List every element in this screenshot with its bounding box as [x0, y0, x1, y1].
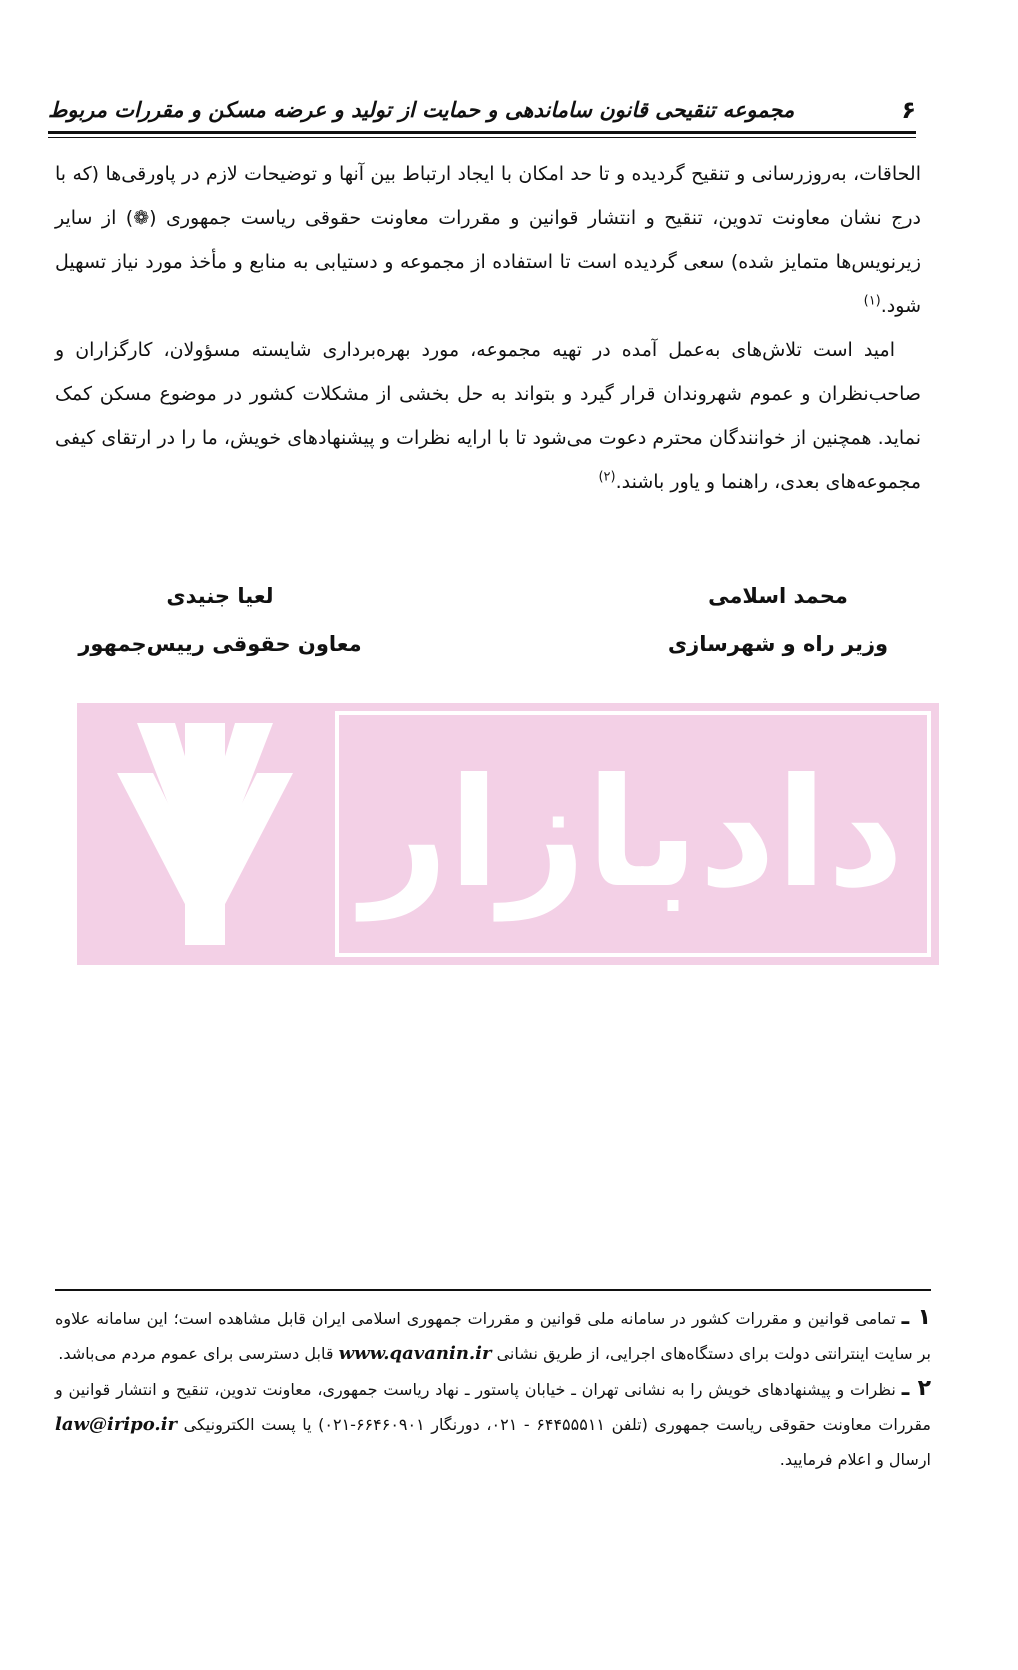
signatory-name: محمد اسلامی: [708, 584, 848, 608]
page-number: ۶: [901, 96, 916, 124]
footnotes: [55, 1300, 931, 1477]
watermark: [77, 703, 939, 965]
header-rule-thin: [48, 137, 916, 138]
signatory-name: لعیا جنیدی: [166, 584, 274, 608]
footnote-reference: (۱): [863, 293, 881, 309]
website-link[interactable]: www.qavanin.ir: [338, 1343, 492, 1364]
watermark-logo-icon: [77, 703, 330, 965]
footnote-number: ۲ ـ: [901, 1376, 932, 1401]
watermark-logo-icon: [77, 703, 330, 965]
footnote-reference: (۲): [598, 469, 616, 485]
footnote-1: [55, 1300, 931, 1371]
watermark-panel-inner: [339, 715, 927, 953]
paragraph-text: امید است تلاش‌های به‌عمل آمده در تهیه مجموعه، مورد بهره‌برداری شایسته مسؤولان، کارگزاران و صاحب‌نظران و عموم شهروندان قرار گیرد و بتواند به حل بخشی از مشکلات کشور در موضوع مسکن کمک نماید. همچنین از خوانندگان محترم دعوت می‌شود تا با ارایه نظرات و پیشنهادهای خویش، ما را در ارتقای کیفی مجموعه‌های بعدی، راهنما و یاور باشند.: [55, 339, 921, 493]
signatory-title: وزیر راه و شهرسازی: [667, 632, 889, 656]
footnote-rule: [55, 1289, 931, 1291]
watermark-panel: [335, 711, 931, 957]
running-title: مجموعه تنقیحی قانون ساماندهی و حمایت از تولید و عرضه مسکن و مقررات مربوط: [48, 98, 795, 122]
page-header: [48, 96, 916, 130]
footnote-text: ارسال و اعلام فرمایید.: [779, 1450, 931, 1469]
header-rule-thick: [48, 131, 916, 134]
footnote-number: ۱ ـ: [901, 1305, 932, 1330]
footnote-text: نظرات و پیشنهادهای خویش را به نشانی تهران ـ خیابان پاستور ـ نهاد ریاست جمهوری، معاونت تدوین، تنقیح و انتشار قوانین و مقررات معاونت حقوقی ریاست جمهوری (تلفن ۶۴۴۵۵۵۱۱ - ۰۲۱، دورنگار ۶۶۴۶۰۹۰۱-۰۲۱) یا پست الکترونیکی: [55, 1380, 931, 1434]
signature-vice-president: [75, 572, 365, 668]
watermark-text: دادبازار: [361, 747, 905, 921]
paragraph: [55, 152, 921, 328]
signatory-title: معاون حقوقی رییس‌جمهور: [78, 632, 362, 656]
body-text: [55, 152, 921, 504]
email-link[interactable]: law@iripo.ir: [55, 1414, 178, 1435]
paragraph: [55, 328, 921, 504]
signature-minister: [663, 572, 893, 668]
footnote-2: [55, 1371, 931, 1477]
footnote-text: قابل دسترسی برای عموم مردم می‌باشد.: [58, 1344, 334, 1363]
paragraph-text: الحاقات، به‌روزرسانی و تنقیح گردیده و تا حد امکان با ایجاد ارتباط بین آنها و توضیحات لازم در پاورقی‌ها (که با درج نشان معاونت تدوین، تنقیح و انتشار قوانین و مقررات معاونت حقوقی ریاست جمهوری (❁) از سایر زیرنویس‌ها متمایز شده) سعی گردیده است تا استفاده از مجموعه و دستیابی به منابع و مأخذ مورد نیاز تسهیل شود.: [55, 163, 921, 317]
footnote-text: تمامی قوانین و مقررات کشور در سامانه ملی قوانین و مقررات جمهوری اسلامی ایران قابل مشاهده است؛ این سامانه علاوه بر سایت اینترانتی دولت برای دستگاه‌های اجرایی، از طریق نشانی: [55, 1309, 931, 1363]
